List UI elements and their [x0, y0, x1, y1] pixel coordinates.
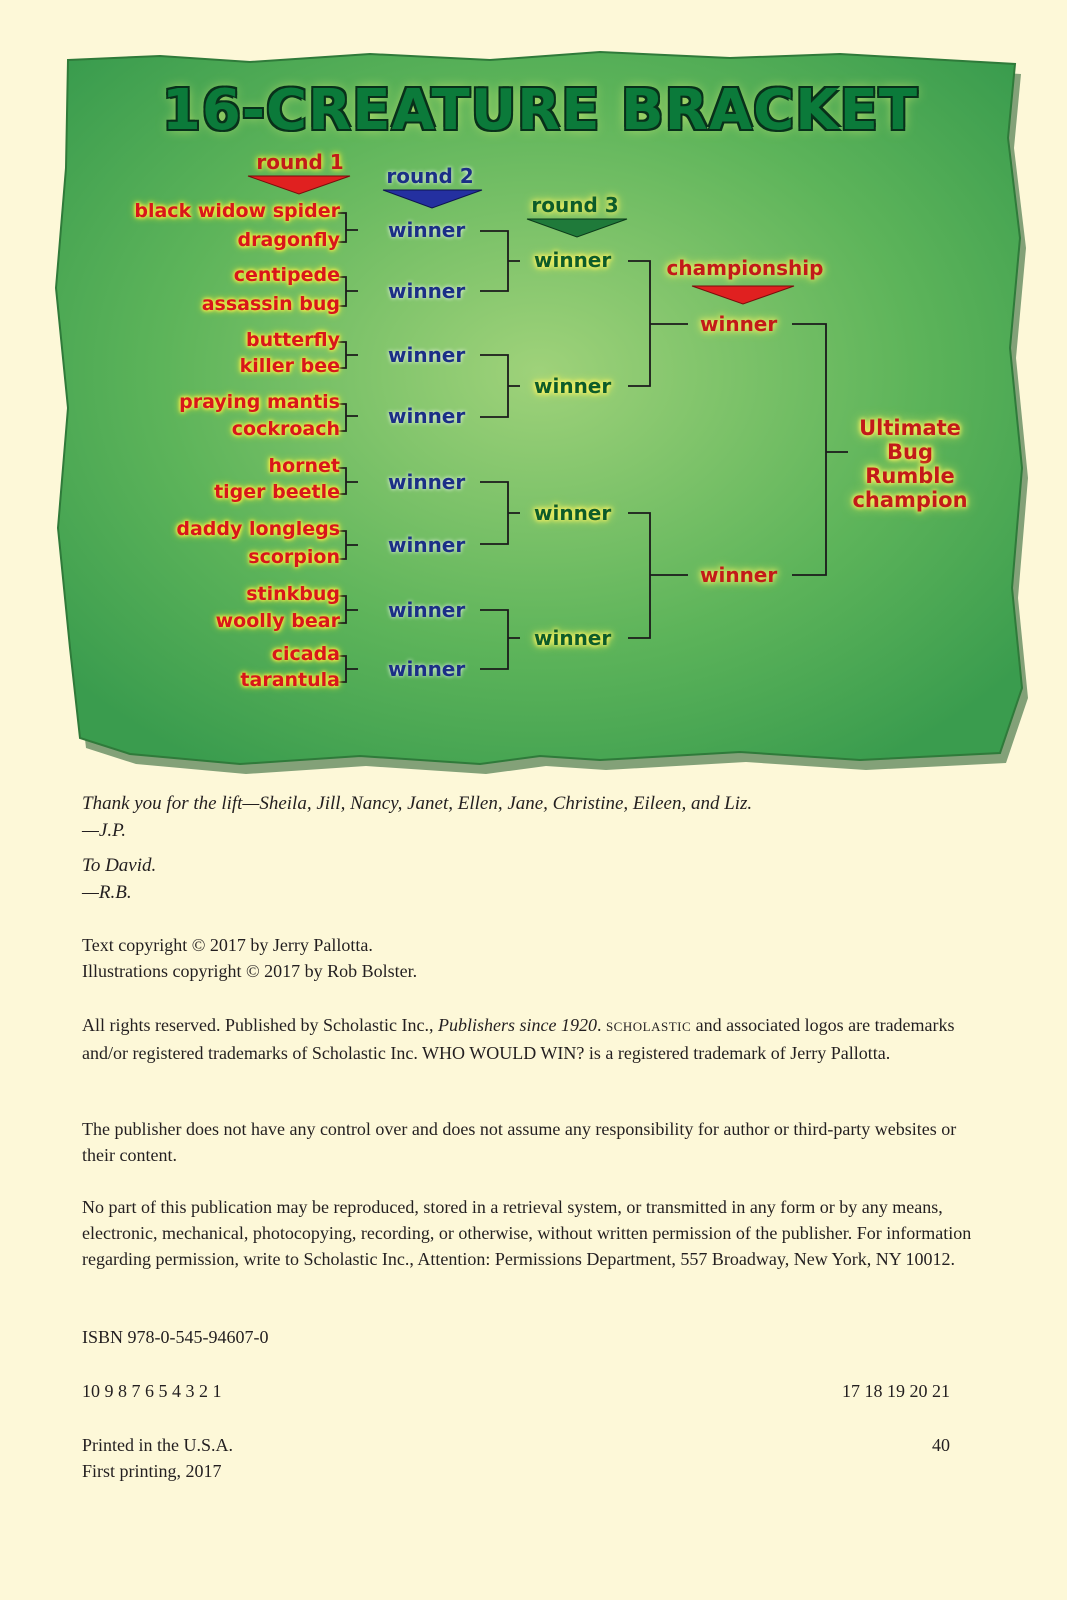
rights-paragraph: [82, 1012, 982, 1066]
ultimate-champion-label: [840, 416, 980, 512]
creature-label: scorpion: [248, 546, 340, 568]
page-code: 40: [932, 1435, 950, 1455]
round-2-winner: winner: [388, 533, 466, 557]
creature-label: centipede: [233, 264, 340, 286]
round-2-winner: winner: [388, 470, 466, 494]
creature-label: cicada: [271, 643, 340, 665]
reproduction-text: No part of this publication may be reproduced, stored in a retrieval system, or transmitted in any form or by any means, electronic, mechanical, photocopying, recording, or otherwise, without written permission of the publisher. For information regarding permission, write to Scholastic Inc., Attention: Permissions Department, 557 Broadway, New York, NY 10012.: [82, 1197, 972, 1269]
publisher-note: [82, 1116, 982, 1168]
rights-text: and associated logos are trademarks and/or registered trademarks of Scholastic Inc. WHO WOULD WIN? is a registered trademark of Jerry Pallotta.: [82, 1015, 955, 1063]
reproduction-notice: [82, 1194, 982, 1272]
round-2-winner: winner: [388, 279, 466, 303]
creature-label: tiger beetle: [214, 481, 340, 503]
creature-label: praying mantis: [179, 391, 340, 413]
dedications: [82, 790, 982, 906]
round-3-winner: winner: [534, 248, 612, 272]
round-3-label: round 3: [531, 193, 619, 217]
creature-label: cockroach: [231, 418, 340, 440]
rights-text: All rights reserved. Published by Scholastic Inc.,: [82, 1015, 438, 1035]
round-2-winner: winner: [388, 657, 466, 681]
round-2-winner: winner: [388, 404, 466, 428]
creature-label: killer bee: [239, 355, 340, 377]
round-3-arrow: [527, 219, 627, 237]
text-copyright: Text copyright © 2017 by Jerry Pallotta.: [82, 935, 373, 955]
creature-label: black widow spider: [134, 200, 340, 222]
championship-label: championship: [666, 256, 824, 280]
creature-label: daddy longlegs: [176, 518, 340, 540]
championship-winner: winner: [700, 563, 778, 587]
bracket-title: 16-CREATURE BRACKET: [161, 78, 919, 143]
publisher-note-text: The publisher does not have any control over and does not assume any responsibility for author or third-party websites or their content.: [82, 1119, 957, 1165]
champion-line: Bug: [887, 440, 933, 464]
creature-label: hornet: [268, 455, 340, 477]
champion-line: Ultimate: [859, 416, 961, 440]
creature-label: woolly bear: [215, 610, 340, 632]
round-2-label: round 2: [386, 164, 474, 188]
scholastic-smallcaps: SCHOLASTIC: [605, 1019, 692, 1034]
copyright-block: [82, 932, 982, 984]
round-2-winner: winner: [388, 218, 466, 242]
isbn: ISBN 978-0-545-94607-0: [82, 1327, 269, 1347]
creature-label: butterfly: [245, 329, 340, 351]
round-2-winner: winner: [388, 598, 466, 622]
illustrations-copyright: Illustrations copyright © 2017 by Rob Bolster.: [82, 961, 418, 981]
championship-arrow: [692, 286, 794, 304]
publishers-since: Publishers since 1920: [437, 1015, 597, 1035]
round-3-winner: winner: [534, 374, 612, 398]
championship-winner: winner: [700, 312, 778, 336]
dedication-2: To David.: [82, 855, 157, 876]
champion-line: Rumble: [865, 464, 955, 488]
creature-label: tarantula: [240, 669, 340, 691]
round-2-winner: winner: [388, 343, 466, 367]
creature-label: dragonfly: [237, 229, 340, 251]
dedication-1: Thank you for the lift—Sheila, Jill, Nancy, Janet, Ellen, Jane, Christine, Eileen, and Liz.: [82, 793, 753, 814]
round-3-winner: winner: [534, 501, 612, 525]
signature-1: —J.P.: [82, 820, 126, 841]
rights-text: .: [596, 1015, 606, 1035]
round-1-arrow: [248, 176, 350, 194]
printed-in: Printed in the U.S.A.: [82, 1435, 233, 1455]
print-line-right: 17 18 19 20 21: [842, 1381, 950, 1401]
creature-label: stinkbug: [246, 583, 340, 605]
first-printing: First printing, 2017: [82, 1461, 222, 1481]
round-3-winner: winner: [534, 626, 612, 650]
bracket-panel: [40, 48, 1040, 778]
signature-2: —R.B.: [82, 882, 132, 903]
print-line-left: 10 9 8 7 6 5 4 3 2 1: [82, 1381, 222, 1401]
creature-label: assassin bug: [201, 293, 340, 315]
round-2-arrow: [383, 190, 482, 208]
round-1-label: round 1: [256, 150, 344, 174]
champion-line: champion: [852, 488, 968, 512]
